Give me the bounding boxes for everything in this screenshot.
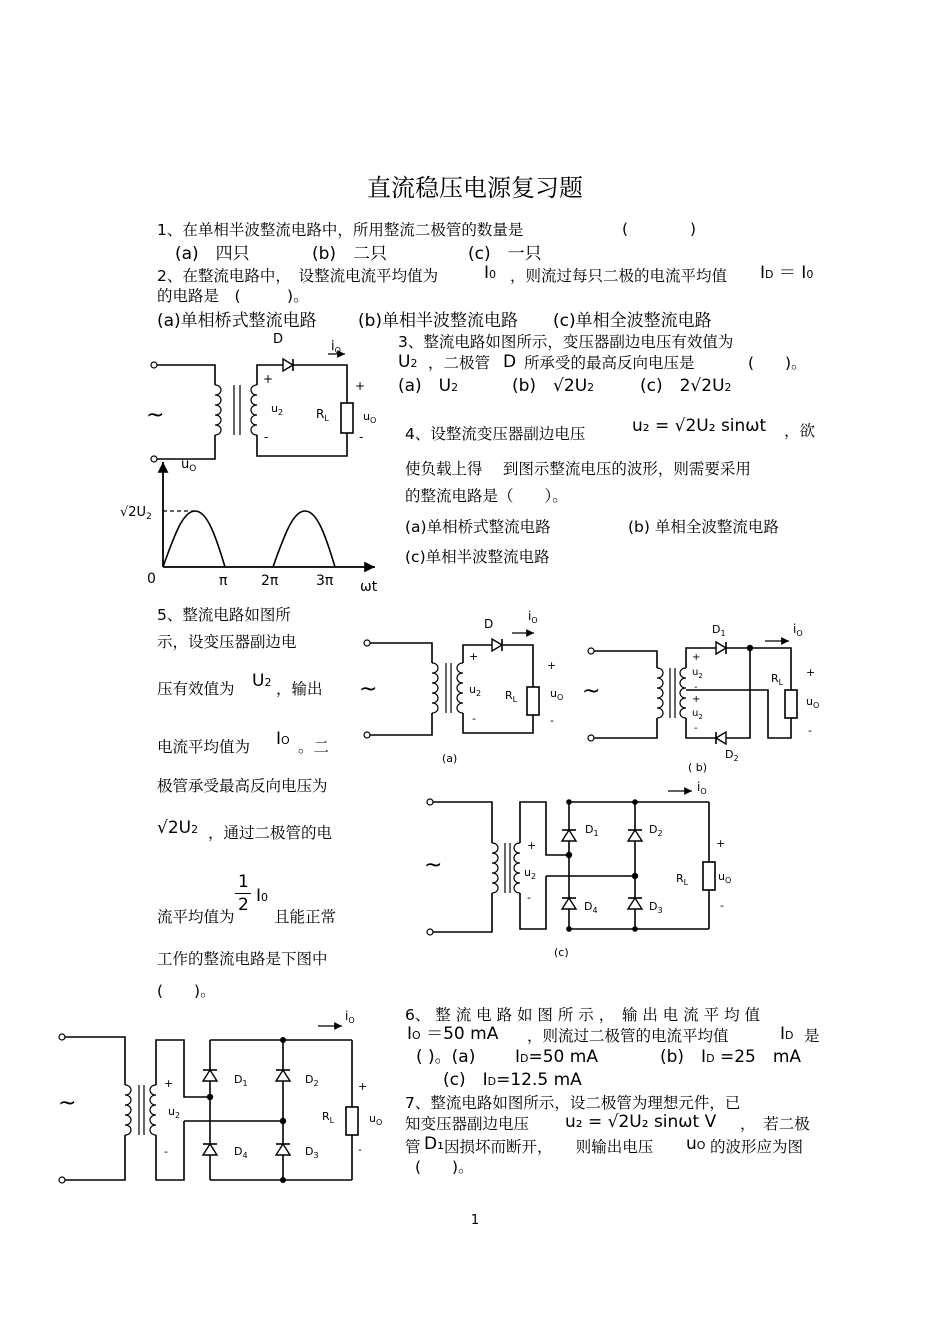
q5-circuit-b	[582, 622, 819, 774]
q4-wave-tick-2pi: 2π	[261, 573, 279, 589]
q5c-minus-uo: -	[720, 899, 724, 912]
q3-option-c: (c) 2√2U2	[640, 376, 732, 396]
q5c-u2-label: $u_2$	[524, 866, 537, 881]
q2-option-c: (c)单相全波整流电路	[553, 311, 712, 331]
q5b-minus-bottom: -	[694, 723, 698, 734]
q4-formula: u₂ = √2U₂ sinωt	[632, 416, 767, 436]
q5a-plus-uo: +	[547, 659, 557, 672]
q2-id-eq: ID ＝ I0	[760, 263, 814, 283]
q7-line1: 7、整流电路如图所示，设二极管为理想元件，已	[405, 1094, 741, 1112]
q5b-minus-top: -	[694, 682, 698, 693]
q3-u2-label: $u_2$	[271, 402, 284, 417]
q6-id: ID	[780, 1024, 794, 1044]
q2-line1a: 2、在整流电路中， 设整流电流平均值为	[157, 267, 439, 285]
q5-line5: 极管承受最高反向电压为	[157, 777, 328, 795]
q5-u2: U2	[252, 671, 272, 691]
q5a-minus-u2: -	[472, 712, 476, 725]
q3-option-b: (b) √2U2	[512, 376, 595, 396]
q4-waveform	[120, 457, 378, 595]
q3-line1: 3、整流电路如图所示，变压器副边电压有效值为	[398, 333, 734, 351]
q6-circuit	[58, 1009, 382, 1183]
q2-option-b: (b)单相半波整流电路	[358, 311, 519, 331]
q3-minus-uo: -	[359, 430, 364, 444]
q5-frac-i: I0	[256, 886, 269, 906]
q4-wave-uo-label: $u_O$	[181, 457, 197, 474]
q3-plus-u2: +	[263, 372, 274, 386]
q4-wave-x-label: ωt	[360, 579, 378, 595]
q5c-d1-label: $D_1$	[585, 823, 599, 838]
q6-source-tilde: ~	[58, 1091, 77, 1116]
q5c-uo-label: $u_O$	[718, 870, 732, 885]
q4-wave-y-label: $√2U_2$	[120, 505, 152, 522]
q4-wave-tick-3pi: 3π	[316, 573, 334, 589]
q5-io: IO	[276, 729, 290, 749]
q6-line2c: ，则流过二极管的电流平均值	[527, 1027, 729, 1045]
q5c-io-label: $i_O$	[697, 780, 707, 796]
q7-line4: ( )。	[415, 1158, 474, 1176]
q4-option-c: (c)单相半波整流电路	[405, 548, 550, 566]
q5c-plus-u2: +	[527, 839, 537, 852]
q3-line2e: ( )。	[748, 354, 807, 372]
q7-line2a: 知变压器副边电压	[405, 1115, 530, 1133]
q5b-d2-label: $D_2$	[725, 748, 739, 763]
q6-line2e: 是	[804, 1027, 820, 1045]
q6-minus-u2: -	[164, 1145, 168, 1158]
q4-wave-tick-0: 0	[147, 571, 156, 587]
q3-minus-u2: -	[264, 430, 269, 444]
q1-blank: ( )	[622, 220, 697, 238]
q5-frac-den: 2	[238, 895, 249, 915]
q5b-minus-uo: -	[808, 724, 812, 737]
q5-circuit-a	[359, 609, 563, 765]
q5c-d3-label: $D_3$	[649, 900, 663, 915]
q7-line3e: 的波形应为图	[710, 1138, 804, 1156]
q2-line2: 的电路是 ( )。	[157, 287, 309, 305]
q6-option-b: (b) ID =25 mA	[660, 1047, 802, 1067]
q5b-u2-bottom: $u_2$	[692, 708, 703, 721]
q5b-plus-uo: +	[806, 666, 816, 679]
q3-d: D	[503, 352, 517, 372]
q4-option-b: (b) 单相全波整流电路	[628, 518, 779, 536]
q5c-d2-label: $D_2$	[649, 823, 663, 838]
q3-plus-uo: +	[355, 379, 366, 393]
q1-option-b: (b) 二只	[312, 244, 388, 264]
q7-formula: u₂ = √2U₂ sinωt V	[565, 1112, 717, 1132]
q5-line8: 工作的整流电路是下图中	[157, 950, 328, 968]
q6-plus-u2: +	[164, 1077, 174, 1090]
q4-option-a: (a)单相桥式整流电路	[405, 518, 551, 536]
q3-circuit	[146, 332, 376, 462]
q6-line3a: ( )。(a)	[416, 1047, 476, 1067]
q5-line4b: 。二	[298, 738, 330, 756]
q5c-plus-uo: +	[716, 837, 726, 850]
q3-u2: U2	[398, 352, 418, 372]
q5-circuit-c	[424, 780, 731, 959]
q2-line1c: ，则流过每只二极的电流平均值	[510, 267, 728, 285]
q6-option-a: ID=50 mA	[515, 1047, 598, 1067]
q6-uo-label: $u_O$	[369, 1112, 383, 1127]
page-number: 1	[470, 1213, 480, 1228]
q5b-source-tilde: ~	[582, 679, 601, 704]
q4-line2: 使负载上得 到图示整流电压的波形，则需要采用	[405, 460, 751, 478]
q5c-caption: (c)	[554, 946, 569, 959]
q4-wave-tick-pi: π	[219, 573, 228, 589]
q5a-uo-label: $u_O$	[550, 687, 564, 702]
q6-d2-label: $D_2$	[305, 1073, 319, 1088]
q5-vr: √2U2	[157, 818, 199, 838]
q5a-rl-label: $R_L$	[505, 689, 518, 704]
q3-uo-label: $u_O$	[363, 410, 377, 425]
q6-minus-uo: -	[358, 1143, 362, 1156]
q3-line2d: 所承受的最高反向电压是	[524, 354, 695, 372]
q5a-caption: (a)	[442, 752, 458, 765]
q6-io-label: $i_O$	[345, 1009, 355, 1025]
q5b-rl-label: $R_L$	[771, 672, 784, 687]
q6-plus-uo: +	[358, 1080, 368, 1093]
q7-line3c: 因损坏而断开， 则输出电压	[444, 1138, 654, 1156]
q7-d1: D₁	[424, 1134, 444, 1154]
q6-rl-label: $R_L$	[322, 1110, 335, 1125]
q5b-u2-top: $u_2$	[692, 667, 703, 680]
q4-line1b: ，欲	[784, 422, 816, 440]
q6-u2-label: $u_2$	[168, 1105, 181, 1120]
q5-line3: 压有效值为	[157, 680, 235, 698]
q5a-minus-uo: -	[550, 714, 554, 727]
q6-io: IO ＝50 mA	[407, 1024, 499, 1044]
q5b-plus-top: +	[692, 652, 701, 663]
q7-line2b: ， 若二极	[740, 1115, 810, 1133]
q5b-d1-label: $D_1$	[712, 623, 726, 638]
q6-d1-label: $D_1$	[234, 1073, 248, 1088]
q3-option-a: (a) U2	[398, 376, 459, 396]
q5-line4: 电流平均值为	[157, 738, 251, 756]
q5-line1: 5、整流电路如图所	[157, 606, 291, 624]
q3-source-tilde: ~	[146, 403, 165, 428]
q5-line9: ( )。	[157, 982, 216, 1000]
q5-line7: 流平均值为	[157, 908, 235, 926]
q6-d4-label: $D_4$	[234, 1145, 248, 1160]
q1-stem: 1、在单相半波整流电路中，所用整流二极管的数量是	[157, 221, 524, 239]
q5b-uo-label: $u_O$	[806, 695, 820, 710]
q5-frac-num: 1	[238, 872, 249, 892]
q7-line3a: 管	[405, 1138, 421, 1156]
q3-io-label: $i_O$	[331, 339, 341, 355]
q5b-plus-bottom: +	[692, 694, 701, 705]
q5a-plus-u2: +	[469, 650, 479, 663]
q5c-rl-label: $R_L$	[676, 872, 689, 887]
q5-line2: 示，设变压器副边电	[157, 633, 297, 651]
q5b-caption: ( b)	[688, 761, 708, 774]
q3-line2b: ，二极管	[428, 354, 491, 372]
q6-option-c: (c) ID=12.5 mA	[443, 1070, 582, 1090]
q5a-u2-label: $u_2$	[469, 683, 482, 698]
q4-line1a: 4、设整流变压器副边电压	[405, 425, 586, 443]
q7-uo: uO	[686, 1134, 706, 1154]
q5c-d4-label: $D_4$	[584, 900, 598, 915]
q6-line1: 6、 整 流 电 路 如 图 所 示 ， 输 出 电 流 平 均 值	[405, 1006, 761, 1024]
q5-line3b: ，输出	[276, 680, 323, 698]
q5a-diode-label: D	[484, 617, 494, 631]
q2-option-a: (a)单相桥式整流电路	[157, 311, 317, 331]
page-title: 直流稳压电源复习题	[367, 174, 583, 202]
q5c-minus-u2: -	[527, 891, 531, 904]
q5a-source-tilde: ~	[359, 677, 378, 702]
q5-line6: ，通过二极管的电	[208, 824, 333, 842]
q2-i0: I0	[484, 263, 497, 283]
q3-rl-label: $R_L$	[316, 407, 329, 423]
q5a-io-label: $i_O$	[528, 609, 538, 625]
q6-d3-label: $D_3$	[305, 1145, 319, 1160]
q1-option-a: (a) 四只	[175, 244, 250, 264]
q5b-io-label: $i_O$	[793, 622, 803, 638]
q1-option-c: (c) 一只	[468, 244, 542, 264]
q5-line7b: 且能正常	[274, 908, 337, 926]
q3-diode-label: D	[273, 332, 284, 347]
q5c-source-tilde: ~	[424, 853, 443, 878]
q4-line3: 的整流电路是（ ）。	[405, 487, 568, 505]
